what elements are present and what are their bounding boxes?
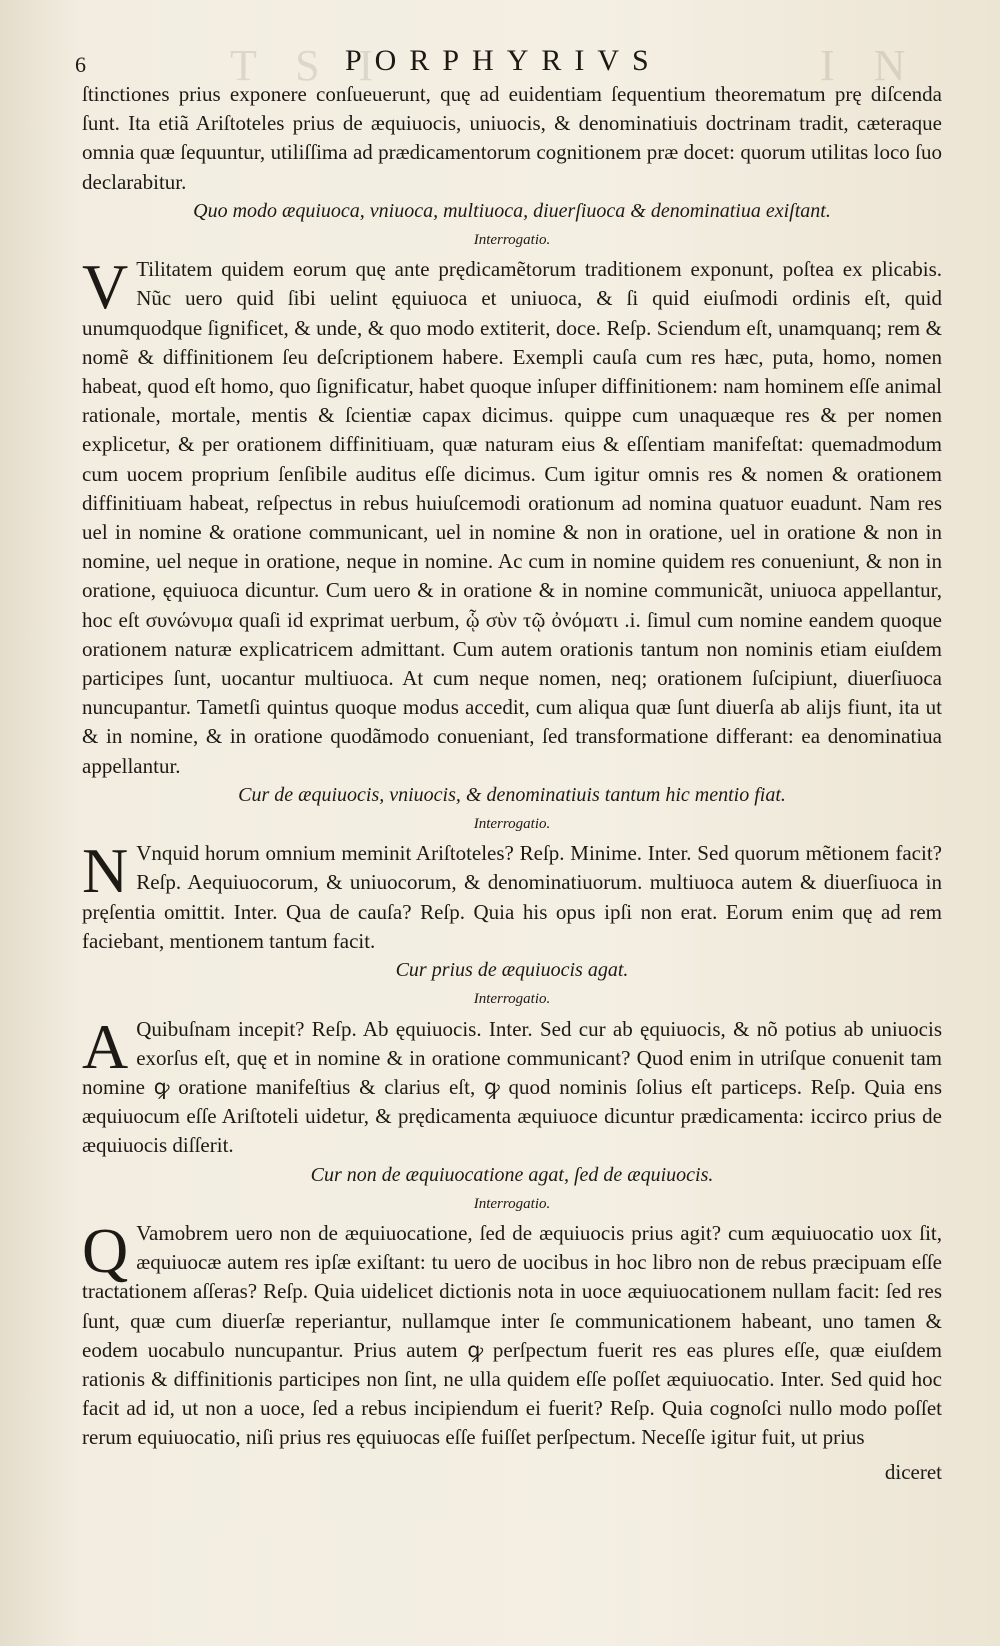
folio-number: 6 [75,52,86,77]
main-text [82,80,942,1453]
section-heading: Quo modo æquiuoca, vniuoca, multiuoca, diuerſiuoca & denominatiua exiſtant. [193,199,831,222]
dialogue-paragraph [82,251,942,781]
interrogatio-label: Interrogatio. [473,232,551,249]
catchword: diceret [884,1460,942,1484]
show-through-text-right: I N [820,41,920,90]
dialogue-paragraph [82,1214,942,1453]
dialogue-paragraph [82,835,942,956]
interrogatio-label: Interrogatio. [473,1195,551,1212]
show-through-text: T S I [230,41,388,90]
page-header [75,40,945,80]
drop-cap: A [82,1010,129,1082]
section-heading: Cur non de æquiuocatione agat, ſed de æquiuocis. [310,1163,714,1186]
interrogatio-label: Interrogatio. [473,991,551,1008]
paragraph-text: Vamobrem uero non de æquiuocatione, ſed de æquiuocis prius agit? cum æquiuocatio uox ſit, æquiuocæ autem res ipſæ exiſtant: tu uero de uocibus in hoc libro non de rebus præcipuam eſſe tractationem aſſeras? Reſp. Quia uidelicet dictionis nota in uoce æquiuocationem nullam facit: ſed res ſunt, quæ cum diuerſæ reperiantur, nullamque inter ſe communicationem habeant, uno tamen & eodem uocabulo nuncupantur. Prius autem ꝙ perſpectum fuerit res eas plures eſſe, quæ eiuſdem rationis & diffinitionis participes non ſint, ne ulla quidem eſſe poſſet æquiuocatio. Inter. Sed quid hoc facit ad id, ut non a uoce, ſed a rebus incipiendum ei fuerit? Reſp. Quia cognoſci nullo modo poſſet rerum equiuocatio, niſi prius res ęquiuocas eſſe fuiſſet perſpectum. Neceſſe igitur fuit, ut prius [82,1220,942,1450]
drop-cap: N [82,835,129,907]
paragraph-text: Quibuſnam incepit? Reſp. Ab ęquiuocis. Inter. Sed cur ab ęquiuocis, & nõ potius ab uniuocis exorſus eſt, quę et in nomine & in oratione communicant? Quod enim in utriſque conuenit tam nomine ꝙ oratione manifeſtius & clarius eſt, ꝙ quod nominis ſolius eſt particeps. Reſp. Quia ens æquiuocum eſſe Ariſtoteli uidetur, & prędicamenta æquiuoce dicuntur prædicamenta: iccirco prius de æquiuocis diſſerit. [82,1016,942,1158]
drop-cap: V [82,251,129,323]
dialogue-paragraph [82,1010,942,1161]
paragraph-text: Tilitatem quidem eorum quę ante prędicamẽtorum traditionem exponunt, poſtea ex plicabis. Nũc uero quid ſibi uelint ęquiuoca et uniuoca, & ſi quid eiuſmodi ordinis eſt, quid unumquodque ſignificet, & unde, & quo modo extiterit, doce. Reſp. Sciendum eſt, unamquanq; rem & nomẽ & diffinitionem ſeu deſcriptionem habere. Exempli cauſa cum res hæc, puta, homo, nomen habeat, quod eſt homo, quo ſignificatur, habet quoque inſuper diffinitionem: nam hominem eſſe animal rationale, mortale, mentis & ſcientiæ capax dicimus. quippe cum unaquæque res & per nomen explicetur, & per orationem diffinitiuam, quæ naturam eius & eſſentiam manifeſtat: quemadmodum cum uocem proprium ſenſibile auditus eſſe dicimus. Cum igitur omnis res & nomen & orationem diffinitiuam habeat, reſpectus in rebus huiuſcemodi orationum ad nomina quatuor euadunt. Nam res uel in nomine & oratione communicant, uel in nomine & non in oratione, uel in oratione & non in nomine, uel neque in oratione, neque in nomine. Ac cum in nomine quidem res conueniunt, & non in oratione, ęquiuoca dicuntur. Cum uero & in oratione & in nomine communicãt, uniuoca appellantur, hoc eſt συνώνυμα quaſi id exprimat uerbum, ᾧ σὺν τῷ ὀνόματι .i. ſimul cum nomine eandem quoque orationem naturæ explicatricem admittant. Cum autem orationis tantum non nominis etiam eiuſdem participes ſunt, uocantur multiuoca. At cum neque nomen, neq; orationem ſuſcipiunt, diuerſiuoca nuncupantur. Tametſi quintus quoque modus accedit, cum aliqua quæ ſunt diuerſa ab alijs fiunt, ita ut & in nomine, & in oratione quodãmodo conueniant, ſed transformatione differant: ea denominatiua appellantur. [82,257,942,778]
body-paragraph [82,80,942,197]
section-heading: Cur de æquiuocis, vniuocis, & denominatiuis tantum hic mentio fiat. [238,783,786,806]
running-title: PORPHYRIVS [345,44,662,77]
interrogatio-label: Interrogatio. [473,816,551,833]
drop-cap: Q [82,1214,129,1286]
section-heading: Cur prius de æquiuocis agat. [395,959,629,982]
paragraph-text: ſtinctiones prius exponere conſueuerunt, quę ad euidentiam ſequentium theorematum prę diſcenda ſunt. Ita etiã Ariſtoteles prius de æquiuocis, uniuocis, & denominatiuis doctrinam tradit, cæteraque omnia quæ ſequuntur, utiliſſima ad prædicamentorum cognitionem præ docet: quorum utilitas loco ſuo declarabitur. [82,82,942,194]
paragraph-text: Vnquid horum omnium meminit Ariſtoteles? Reſp. Minime. Inter. Sed quorum mẽtionem facit? Reſp. Aequiuocorum, & uniuocorum, & denominatiuorum. multiuoca autem & diuerſiuoca in pręſentia omittit. Inter. Qua de cauſa? Reſp. Quia his opus ipſi non erat. Eorum enim quę ad rem faciebant, mentionem tantum facit. [82,841,942,953]
